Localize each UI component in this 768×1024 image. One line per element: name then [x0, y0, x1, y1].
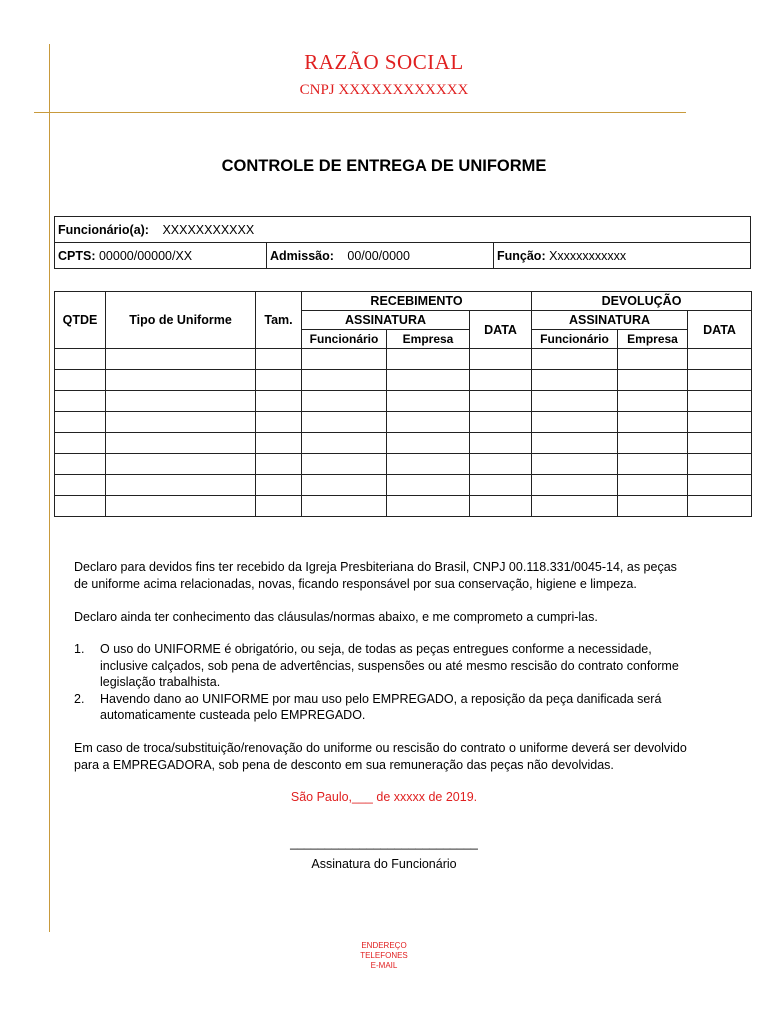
recebimento-empresa-header: Empresa: [387, 330, 470, 349]
declaration-paragraph-3: Em caso de troca/substituição/renovação do uniforme ou rescisão do contrato o uniforme deverá ser devolvido para a EMPREGADORA, sob pena de desconto em sua remuneração das peças não devolvidas.: [74, 741, 687, 772]
table-cell: [302, 349, 387, 370]
table-cell: [688, 412, 752, 433]
table-cell: [618, 391, 688, 412]
table-cell: [470, 370, 532, 391]
table-cell: [256, 496, 302, 517]
table-cell: [688, 433, 752, 454]
clause-text: Havendo dano ao UNIFORME por mau uso pelo EMPREGADO, a reposição da peça danificada será automaticamente custeada pelo EMPREGADO.: [100, 691, 662, 722]
table-cell: [532, 433, 618, 454]
recebimento-header: RECEBIMENTO: [302, 292, 532, 311]
table-cell: [106, 475, 256, 496]
table-cell: [470, 475, 532, 496]
table-cell: [387, 349, 470, 370]
table-cell: [55, 496, 106, 517]
table-cell: [688, 391, 752, 412]
table-cell: [256, 349, 302, 370]
table-cell: [256, 475, 302, 496]
table-cell: [302, 454, 387, 475]
clause-number: 1.: [74, 642, 85, 656]
table-cell: [688, 475, 752, 496]
table-cell: [470, 433, 532, 454]
table-cell: [532, 412, 618, 433]
table-cell: [256, 412, 302, 433]
table-cell: [256, 454, 302, 475]
recebimento-data-header: DATA: [470, 311, 532, 349]
table-cell: [387, 475, 470, 496]
table-cell: [302, 433, 387, 454]
table-cell: [618, 475, 688, 496]
table-cell: [387, 433, 470, 454]
footer-email: E-MAIL: [370, 961, 398, 970]
devolucao-funcionario-header: Funcionário: [532, 330, 618, 349]
table-cell: [106, 433, 256, 454]
table-cell: [618, 454, 688, 475]
table-cell: [688, 496, 752, 517]
recebimento-funcionario-header: Funcionário: [302, 330, 387, 349]
table-cell: [387, 412, 470, 433]
signature-label: Assinatura do Funcionário: [311, 857, 457, 871]
clause-text: O uso do UNIFORME é obrigatório, ou seja, de todas as peças entregues conforme a necessidade, inclusive calçados, sob pena de advertências, suspensões ou até mesmo rescisão do contrato conforme legislação trabalhista.: [100, 642, 679, 689]
declaration-paragraph-2: Declaro ainda ter conhecimento das cláusulas/normas abaixo, e me comprometo a cumpri-las.: [74, 610, 598, 624]
table-cell: [302, 475, 387, 496]
signature-line: ___________________________: [290, 836, 478, 850]
table-cell: [618, 433, 688, 454]
recebimento-assinatura-header: ASSINATURA: [302, 311, 470, 330]
table-cell: [106, 412, 256, 433]
table-cell: [55, 412, 106, 433]
cpts-cell: [55, 243, 267, 269]
col-tipo-header: Tipo de Uniforme: [106, 292, 256, 349]
table-cell: [256, 391, 302, 412]
employee-name-cell: [55, 217, 751, 243]
function-label: Função:: [497, 248, 546, 263]
table-cell: [106, 370, 256, 391]
table-cell: [470, 496, 532, 517]
table-row: [55, 496, 752, 517]
company-cnpj: CNPJ XXXXXXXXXXXX: [299, 82, 469, 98]
table-cell: [302, 370, 387, 391]
table-row: [55, 391, 752, 412]
table-cell: [618, 349, 688, 370]
table-cell: [470, 391, 532, 412]
clause-number: 2.: [74, 691, 85, 706]
clause-item: [74, 641, 694, 691]
table-cell: [302, 391, 387, 412]
table-cell: [470, 454, 532, 475]
table-cell: [106, 349, 256, 370]
clauses-list: [74, 641, 694, 724]
admission-cell: [267, 243, 494, 269]
devolucao-header: DEVOLUÇÃO: [532, 292, 752, 311]
table-cell: [532, 454, 618, 475]
table-cell: [256, 370, 302, 391]
table-cell: [688, 370, 752, 391]
table-cell: [387, 496, 470, 517]
table-cell: [532, 370, 618, 391]
function-value: Xxxxxxxxxxxx: [549, 248, 627, 263]
employee-name-value: XXXXXXXXXXX: [162, 222, 255, 237]
table-cell: [256, 433, 302, 454]
table-cell: [532, 391, 618, 412]
admission-label: Admissão:: [270, 248, 334, 263]
table-cell: [387, 454, 470, 475]
devolucao-data-header: DATA: [688, 311, 752, 349]
table-row: [55, 433, 752, 454]
table-cell: [106, 391, 256, 412]
table-cell: [470, 349, 532, 370]
table-cell: [55, 475, 106, 496]
table-row: [55, 454, 752, 475]
table-row: [55, 475, 752, 496]
table-cell: [618, 496, 688, 517]
employee-name-label: Funcionário(a):: [58, 222, 149, 237]
devolucao-assinatura-header: ASSINATURA: [532, 311, 688, 330]
table-cell: [532, 475, 618, 496]
date-line: São Paulo,___ de xxxxx de 2019.: [290, 790, 478, 804]
uniform-table-body: [55, 349, 752, 517]
clause-item: [74, 691, 694, 724]
table-cell: [55, 391, 106, 412]
col-tam-header: Tam.: [256, 292, 302, 349]
uniform-control-table: [54, 291, 752, 517]
table-cell: [106, 496, 256, 517]
table-cell: [387, 391, 470, 412]
table-cell: [688, 454, 752, 475]
cpts-label: CPTS:: [58, 248, 96, 263]
table-cell: [55, 349, 106, 370]
footer-phones: TELEFONES: [360, 951, 408, 960]
table-cell: [688, 349, 752, 370]
table-cell: [55, 370, 106, 391]
function-cell: [494, 243, 751, 269]
footer-contact: [0, 941, 768, 971]
table-cell: [618, 370, 688, 391]
admission-value: 00/00/0000: [347, 248, 410, 263]
table-cell: [470, 412, 532, 433]
table-row: [55, 412, 752, 433]
table-row: [55, 349, 752, 370]
table-cell: [55, 433, 106, 454]
declaration-paragraph-1: Declaro para devidos fins ter recebido da Igreja Presbiteriana do Brasil, CNPJ 00.118.331/0045-14, as peças de uniforme acima relacionadas, novas, ficando responsável por sua conservação, higiene e limpeza.: [74, 560, 677, 591]
table-cell: [55, 454, 106, 475]
header-horizontal-line: [34, 112, 686, 113]
company-name: RAZÃO SOCIAL: [304, 50, 464, 74]
table-cell: [387, 370, 470, 391]
table-cell: [302, 412, 387, 433]
footer-address: ENDEREÇO: [361, 941, 407, 950]
document-title: CONTROLE DE ENTREGA DE UNIFORME: [221, 157, 547, 175]
cpts-value: 00000/00000/XX: [98, 248, 193, 263]
table-cell: [532, 349, 618, 370]
table-row: [55, 370, 752, 391]
col-qtde-header: QTDE: [55, 292, 106, 349]
table-cell: [532, 496, 618, 517]
devolucao-empresa-header: Empresa: [618, 330, 688, 349]
table-cell: [302, 496, 387, 517]
table-cell: [106, 454, 256, 475]
table-cell: [618, 412, 688, 433]
employee-info-table: [54, 216, 751, 269]
